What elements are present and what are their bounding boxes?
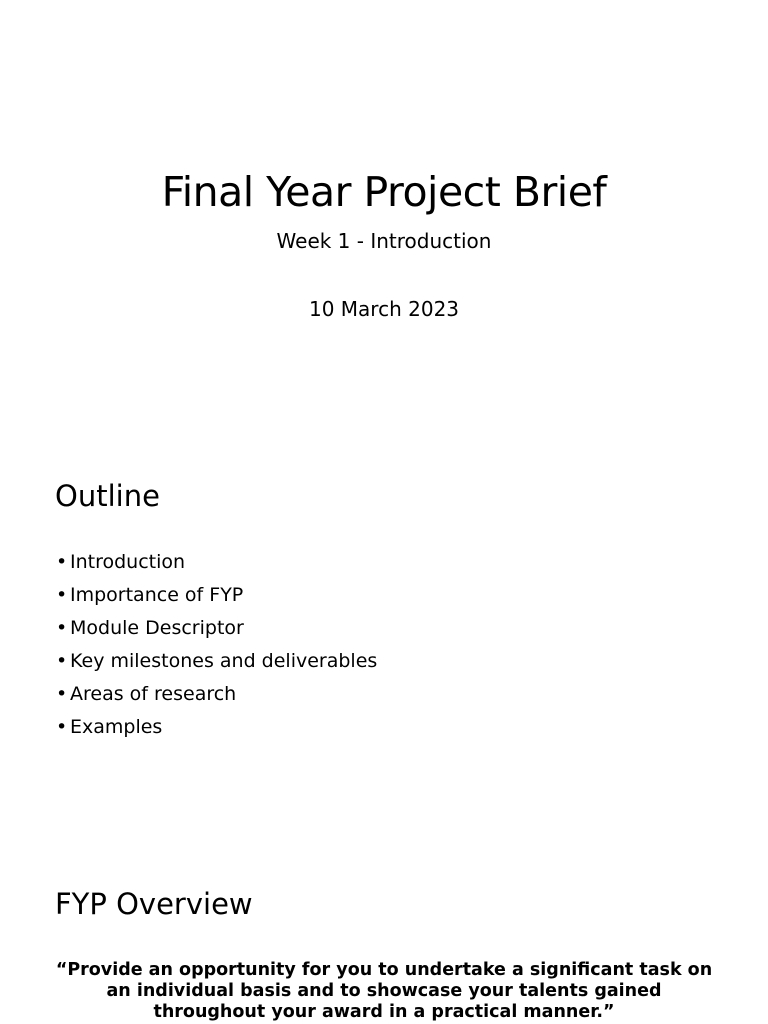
bullet-icon: • [56, 617, 68, 639]
overview-quote: “Provide an opportunity for you to undertake a significant task on an individual basis and to showcase your talents gained throughout your award in a practical manner.” [55, 960, 713, 1022]
list-item-text: Key milestones and deliverables [70, 650, 378, 672]
list-item-text: Examples [70, 716, 163, 738]
outline-slide [0, 432, 768, 864]
presentation-title: Final Year Project Brief [161, 168, 607, 216]
bullet-icon: • [56, 551, 68, 573]
list-item [56, 645, 377, 678]
overview-slide [0, 864, 768, 1024]
bullet-icon: • [56, 584, 68, 606]
list-item-text: Importance of FYP [70, 584, 244, 606]
outline-heading: Outline [55, 479, 160, 513]
bullet-icon: • [56, 716, 68, 738]
outline-list [56, 546, 377, 744]
presentation-subtitle: Week 1 - Introduction [276, 229, 492, 253]
list-item [56, 612, 377, 645]
list-item [56, 579, 377, 612]
overview-heading: FYP Overview [55, 887, 253, 921]
bullet-icon: • [56, 683, 68, 705]
list-item [56, 678, 377, 711]
list-item-text: Module Descriptor [70, 617, 244, 639]
bullet-icon: • [56, 650, 68, 672]
list-item [56, 711, 377, 744]
list-item-text: Introduction [70, 551, 186, 573]
list-item [56, 546, 377, 579]
title-slide [0, 0, 768, 432]
presentation-date: 10 March 2023 [308, 297, 460, 321]
list-item-text: Areas of research [70, 683, 237, 705]
